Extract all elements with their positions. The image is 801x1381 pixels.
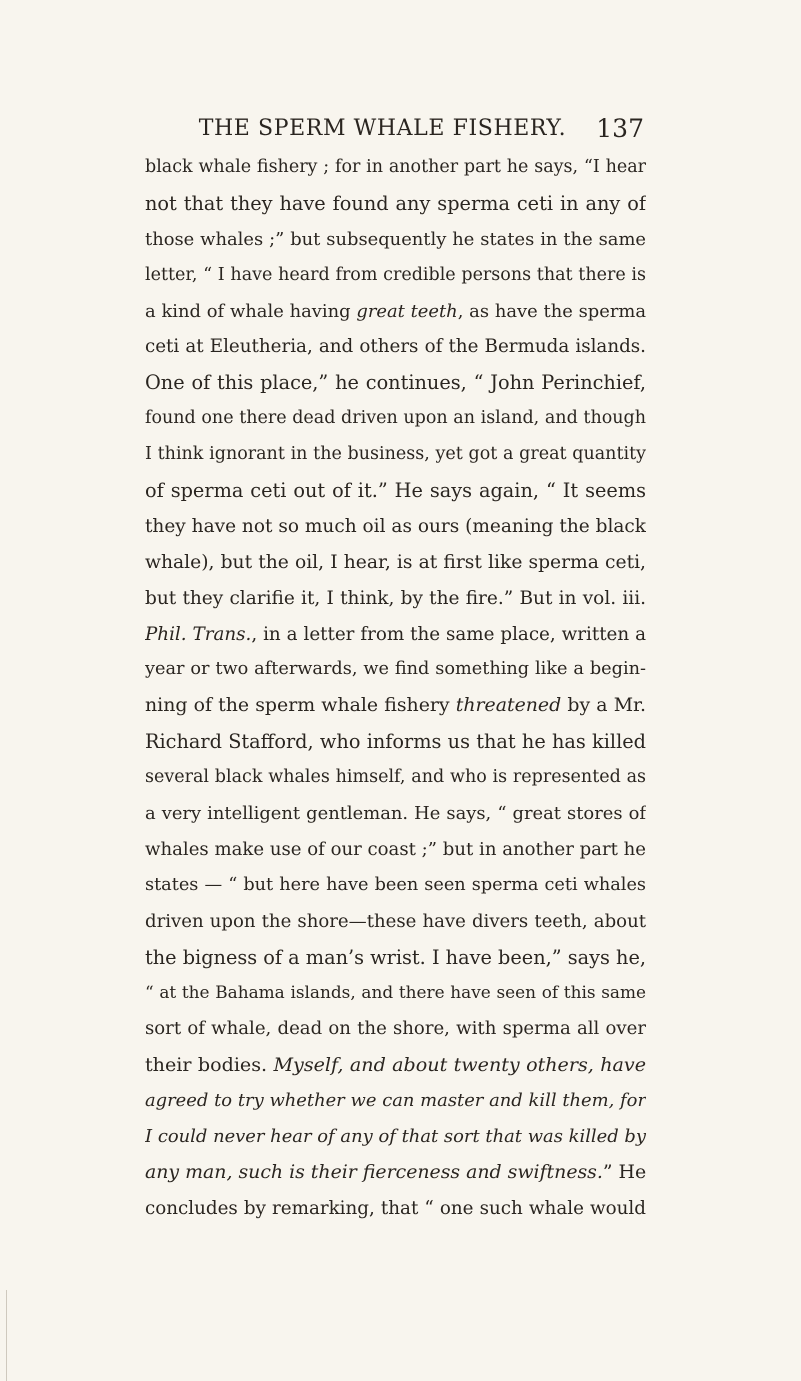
text-line: [145, 868, 646, 904]
text-segment: One of this place,” he continues, “ John Perinchief,: [145, 371, 646, 395]
body-text: [145, 150, 646, 1227]
text-segment: by a Mr.: [561, 694, 646, 717]
text-segment: ceti at Eleutheria, and others of the Bermuda islands.: [145, 336, 646, 358]
text-segment: not that they have found any sperma ceti in any of: [145, 191, 646, 215]
italic-text-segment: any man, such is their fierceness and swiftness.: [145, 1160, 603, 1183]
text-segment: , in a letter from the same place, written a: [251, 623, 646, 645]
text-segment: letter, “ I have heard from credible persons that there is: [145, 264, 646, 285]
text-segment: sort of whale, dead on the shore, with sperma all over: [145, 1018, 646, 1040]
text-line: [145, 1083, 646, 1119]
text-line: [145, 652, 646, 688]
text-line: [145, 975, 646, 1011]
italic-text-segment: great teeth: [356, 300, 458, 322]
text-segment: of sperma ceti out of it.” He says again, “ It seems: [145, 479, 646, 503]
text-segment: Richard Stafford, who informs us that he has killed: [145, 730, 646, 754]
text-line: [145, 1191, 646, 1227]
text-line: [145, 904, 646, 940]
text-segment: “ at the Bahama islands, and there have seen of this same: [145, 982, 646, 1003]
text-line: [145, 186, 646, 222]
text-segment: a kind of whale having: [145, 300, 357, 322]
text-segment: a very intelligent gentleman. He says, “ great stores of: [145, 803, 646, 825]
text-segment: they have not so much oil as ours (meaning the black: [145, 515, 646, 537]
running-head: [0, 114, 801, 154]
text-line: [145, 760, 646, 796]
text-line: [145, 617, 646, 653]
text-line: [145, 294, 646, 330]
text-segment: states — “ but here have been seen sperma ceti whales: [145, 874, 646, 895]
text-segment: those whales ;” but subsequently he states in the same: [145, 228, 646, 250]
text-line: [145, 545, 646, 581]
italic-text-segment: agreed to try whether we can master and kill them, for: [145, 1090, 646, 1112]
text-line: [145, 329, 646, 365]
margin-rule: [6, 1290, 7, 1381]
text-segment: the bigness of a man’s wrist. I have been,” says he,: [145, 945, 646, 969]
text-line: [145, 473, 646, 509]
text-segment: ” He: [602, 1160, 646, 1183]
italic-text-segment: Phil. Trans.: [145, 623, 252, 645]
text-line: [145, 401, 646, 437]
text-segment: whale), but the oil, I hear, is at first like sperma ceti,: [145, 551, 646, 573]
page-number: 137: [596, 114, 644, 143]
text-segment: year or two afterwards, we find something like a begin-: [145, 659, 646, 680]
text-segment: whales make use of our coast ;” but in another part he: [145, 838, 646, 860]
text-line: [145, 150, 646, 186]
text-line: [145, 1011, 646, 1047]
text-line: [145, 258, 646, 294]
text-segment: found one there dead driven upon an island, and though: [145, 408, 646, 429]
text-segment: ning of the sperm whale fishery: [145, 694, 456, 717]
text-line: [145, 365, 646, 401]
text-line: [145, 688, 646, 724]
running-title: THE SPERM WHALE FISHERY.: [198, 116, 567, 141]
italic-text-segment: Myself, and about twenty others, have: [273, 1053, 646, 1077]
text-segment: several black whales himself, and who is represented as: [145, 767, 646, 788]
text-segment: driven upon the shore—these have divers teeth, about: [145, 910, 646, 932]
text-line: [145, 509, 646, 545]
text-line: [145, 437, 646, 473]
italic-text-segment: I could never hear of any of that sort that was killed by: [145, 1126, 646, 1148]
text-line: [145, 581, 646, 617]
text-line: [145, 724, 646, 760]
text-segment: I think ignorant in the business, yet got a great quantity: [145, 444, 646, 465]
text-segment: concludes by remarking, that “ one such whale would: [145, 1197, 646, 1219]
text-line: [145, 1119, 646, 1155]
text-line: [145, 940, 646, 976]
text-line: [145, 832, 646, 868]
text-segment: their bodies.: [145, 1053, 274, 1077]
italic-text-segment: threatened: [455, 694, 562, 717]
text-segment: black whale fishery ; for in another part he says, “I hear: [145, 157, 646, 177]
text-line: [145, 1155, 646, 1191]
text-line: [145, 222, 646, 258]
text-segment: but they clarifie it, I think, by the fire.” But in vol. iii.: [145, 587, 646, 609]
text-line: [145, 796, 646, 832]
text-line: [145, 1047, 646, 1083]
text-segment: , as have the sperma: [457, 300, 646, 322]
